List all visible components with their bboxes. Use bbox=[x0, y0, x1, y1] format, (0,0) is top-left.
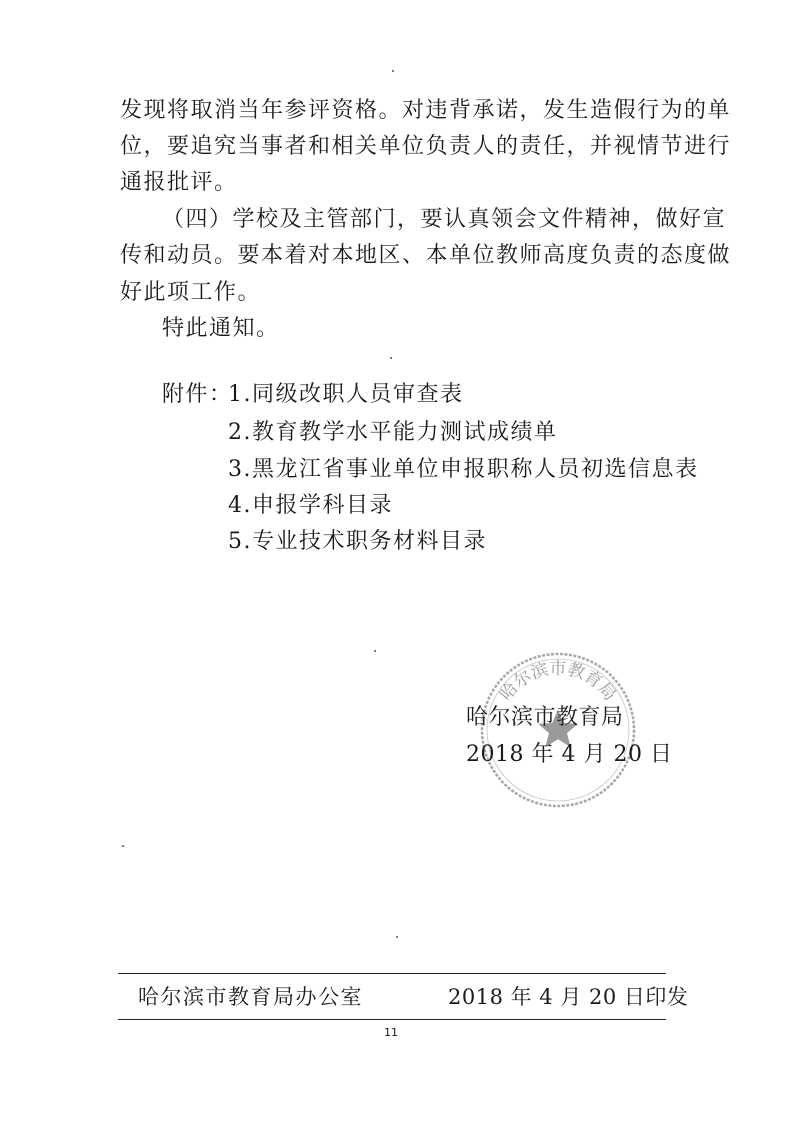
footer-bottom-rule bbox=[118, 1019, 666, 1020]
footer-issuing-office: 哈尔滨市教育局办公室 bbox=[138, 985, 363, 1009]
scan-speck bbox=[374, 650, 376, 652]
body-line-1: 发现将取消当年参评资格。对违背承诺，发生造假行为的单 bbox=[120, 98, 732, 123]
page-number: 11 bbox=[384, 1026, 398, 1039]
scan-speck bbox=[392, 70, 394, 72]
closing-notice: 特此通知。 bbox=[162, 316, 280, 341]
scan-speck bbox=[396, 936, 398, 938]
scan-speck bbox=[122, 845, 124, 847]
body-line-2: 位，要追究当事者和相关单位负责人的责任，并视情节进行 bbox=[120, 134, 732, 159]
body-line-5: 传和动员。要本着对本地区、本单位教师高度负责的态度做 bbox=[120, 243, 732, 268]
attachment-item-3: 3.黑龙江省事业单位申报职称人员初选信息表 bbox=[228, 457, 699, 482]
signing-date: 2018 年 4 月 20 日 bbox=[466, 742, 673, 767]
footer-issue-date: 2018 年 4 月 20 日印发 bbox=[448, 985, 689, 1009]
body-line-6: 好此项工作。 bbox=[120, 280, 262, 305]
signing-organization: 哈尔滨市教育局 bbox=[466, 705, 624, 730]
footer-top-rule bbox=[118, 973, 666, 974]
attachment-item-5: 5.专业技术职务材料目录 bbox=[228, 529, 487, 554]
attachment-item-2: 2.教育教学水平能力测试成绩单 bbox=[228, 420, 558, 445]
body-line-3: 通报批评。 bbox=[120, 170, 238, 195]
attachment-item-4: 4.申报学科目录 bbox=[228, 493, 393, 518]
attachment-item-1: 1.同级改职人员审查表 bbox=[228, 382, 464, 407]
body-line-4: （四）学校及主管部门，要认真领会文件精神，做好宣 bbox=[162, 207, 727, 232]
scan-speck bbox=[390, 357, 392, 359]
seal-text: 哈尔滨市教育局 bbox=[496, 659, 620, 705]
attachments-label: 附件： bbox=[162, 382, 233, 407]
